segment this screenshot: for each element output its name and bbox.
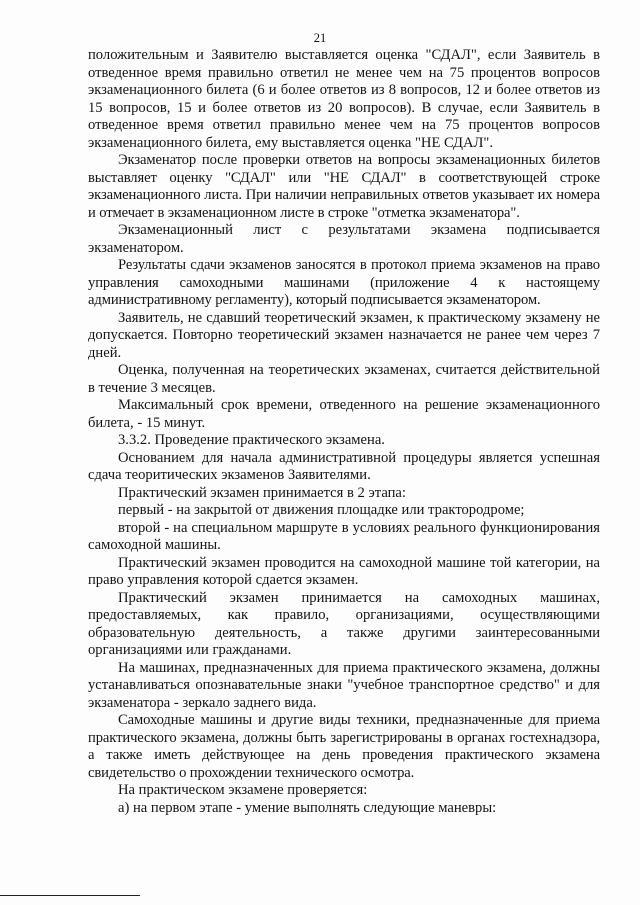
paragraph-results-protocol: Результаты сдачи экзаменов заносятся в протокол приема экзаменов на право управления самоходными машинами (приложение 4 к настоящему административному регламенту), который подписывается экзаменатором. [88,257,600,308]
paragraph-two-stages: Практический экзамен принимается в 2 этапа: [118,484,406,501]
paragraph-exam-sheet-signed: Экзаменационный лист с результатами экзамена подписывается экзаменатором. [88,222,600,256]
list-item-stage-two: второй - на специальном маршруте в условиях реального функционирования самоходной машины. [88,519,600,553]
paragraph-examiner-marks: Экзаменатор после проверки ответов на вопросы экзаменационных билетов выставляет оценку "СДАЛ" или "НЕ СДАЛ" в соответствующей строке экзаменационного листа. При наличии неправильных ответов указывает их номера и отмечает в экзаменационном листе в строке "отметка экзаменатора". [88,152,600,221]
list-item-stage-one: первый - на закрытой от движения площадке или трактородроме; [118,502,525,518]
paragraph-time-limit: Максимальный срок времени, отведенного на решение экзаменационного билета, - 15 минут. [88,397,600,431]
paragraph-procedure-basis: Основанием для начала административной процедуры является успешная сдача теоритических экзаменов Заявителями. [88,449,600,483]
paragraph-identification-signs: На машинах, предназначенных для приема практического экзамена, должны устанавливаться опознавательные знаки "учебное транспортное средство" и для экзаменатора - зеркало заднего вида. [88,659,600,711]
paragraph-grade-validity: Оценка, полученная на теоретических экзаменах, считается действительной в течение 3 месяцев. [88,362,600,396]
paragraph-machine-category: Практический экзамен проводится на самоходной машине той категории, на право управления которой сдается экзамен. [88,554,600,588]
paragraph-registration-requirement: Самоходные машины и другие виды техники, предназначенные для приема практического экзамена, должны быть зарегистрированы в органах гостехнадзора, а также иметь действующее на день проведения практического экзамена свидетельство о прохождении технического осмотра. [88,712,600,781]
section-heading-practical-exam: 3.3.2. Проведение практического экзамена. [118,432,385,448]
footnote-divider [0,895,140,896]
paragraph-checked-items: На практическом экзамене проверяется: [118,782,368,798]
body-text [88,47,600,817]
paragraph-machine-providers: Практический экзамен принимается на самоходных машинах, предоставляемых, как правило, организациями, осуществляющими образовательную деятельность, а также другими заинтересованными организациями или гражданами. [88,589,600,658]
paragraph-grading-pass: положительным и Заявителю выставляется оценка "СДАЛ", если Заявитель в отведенное время правильно ответил не менее чем на 75 процентов вопросов экзаменационного билета (6 и более ответов из 8 вопросов, 12 и более ответов из 15 вопросов, 15 и более ответов из 20 вопросов). В случае, если Заявитель в отведенное время ответил правильно менее чем на 75 процентов вопросов экзаменационного билета, ему выставляется оценка "НЕ СДАЛ". [88,47,600,151]
list-item-first-stage-maneuvers: а) на первом этапе - умение выполнять следующие маневры: [118,799,497,816]
page-number: 21 [313,31,327,45]
paragraph-retake-rule: Заявитель, не сдавший теоретический экзамен, к практическому экзамену не допускается. Повторно теоретический экзамен назначается не ранее чем через 7 дней. [88,309,600,361]
